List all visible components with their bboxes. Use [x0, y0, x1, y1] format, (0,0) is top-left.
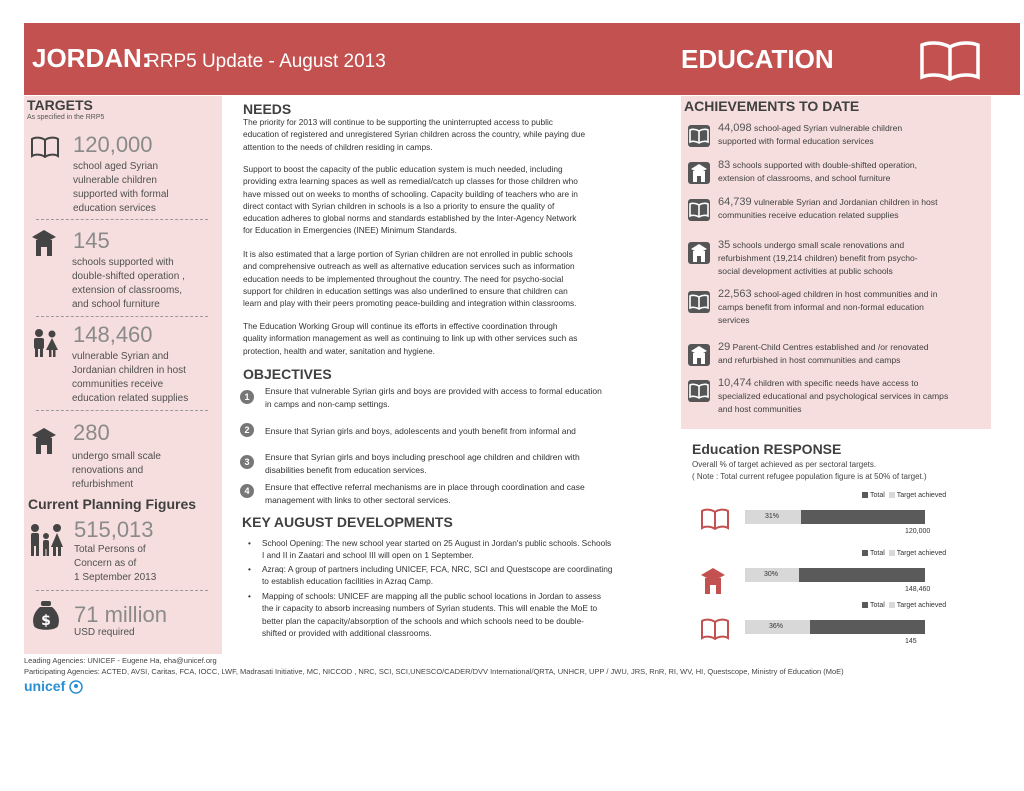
- family-icon: [28, 523, 64, 557]
- bar-total-label: 120,000: [905, 528, 931, 535]
- achievement-item: 29 Parent-Child Centres established and /or renovated and refurbished in host communities and camps: [718, 341, 929, 365]
- achievements-title: ACHIEVEMENTS TO DATE: [684, 98, 860, 114]
- objective-number: 3: [240, 455, 254, 469]
- planning-value: 515,013: [74, 517, 154, 542]
- bar-percent-label: 36%: [769, 623, 784, 630]
- needs-title: NEEDS: [243, 101, 292, 117]
- children-icon: [31, 328, 59, 358]
- money-bag-icon: [32, 600, 60, 632]
- bar-total-label: 145: [905, 638, 917, 645]
- objective-text: Ensure that Syrian girls and boys including preschool age children and children with disabilities benefit from education services.: [265, 452, 580, 475]
- achievement-number: 35: [718, 239, 731, 251]
- target-description: school aged Syrian vulnerable children supported with formal education services: [73, 161, 169, 214]
- achievement-item: 83 schools supported with double-shifted operation, extension of classrooms, and school furniture: [718, 159, 918, 183]
- objective-number: 2: [240, 423, 254, 437]
- response-subtitle: Overall % of target achieved as per sectoral targets.: [692, 460, 877, 469]
- divider: [36, 316, 208, 317]
- unicef-logo: unicef: [24, 678, 83, 694]
- achievement-number: 22,563: [718, 288, 752, 300]
- target-description: schools supported with double-shifted operation , extension of classrooms, and school furniture: [72, 257, 185, 310]
- legend-total: Total: [870, 550, 885, 557]
- development-item: • Azraq: A group of partners including UNICEF, FCA, NRC, SCI and Questscope are coordinating to establish education facilities in Azraq Camp.: [248, 564, 613, 587]
- school-icon: [31, 426, 57, 456]
- school-icon: [688, 344, 710, 366]
- target-description: vulnerable Syrian and Jordanian children in host communities receive education related supplies: [72, 351, 189, 404]
- header-sector: EDUCATION: [681, 44, 834, 74]
- book-icon: [688, 199, 710, 221]
- achievement-item: 22,563 school-aged children in host communities and in camps benefit from informal and non-formal education services: [718, 288, 938, 325]
- book-icon: [700, 508, 730, 535]
- objective-text: Ensure that Syrian girls and boys, adolescents and youth benefit from informal and: [265, 426, 576, 436]
- legend-achieved: Target achieved: [896, 602, 947, 609]
- school-icon: [688, 242, 710, 264]
- participating-agencies: Participating Agencies: ACTED, AVSI, Caritas, FCA, IOCC, LWF, Madrasati Initiative, MC, NICCOD , NRC, SCI, SCI,UNESCO/CADER/DVV International/QRTA, UNHCR, UPP / JWU, JRS, RnR, RI, WV, HI, Questscope, Ministry of Education (MoE): [24, 667, 844, 676]
- planning-description: Total Persons of Concern as of 1 September 2013: [74, 544, 157, 583]
- planning-value: 71 million: [74, 602, 167, 627]
- legend-achieved: Target achieved: [896, 492, 947, 499]
- header-country: JORDAN:: [32, 43, 151, 73]
- header-banner: [24, 23, 1020, 95]
- chart-legend: [862, 492, 946, 499]
- divider: [36, 410, 208, 411]
- legend-total: Total: [870, 602, 885, 609]
- needs-text: The priority for 2013 will continue to be supporting the uninterrupted access to public education of registered and unregistered Syrian children across the country, while paying due attention to the needs of children residing in camps.: [243, 117, 586, 152]
- school-icon: [700, 566, 726, 601]
- response-note: ( Note : Total current refugee population figure is at 50% of target.): [692, 472, 927, 481]
- target-value: 148,460: [73, 322, 153, 347]
- planning-title: Current Planning Figures: [28, 496, 197, 512]
- unicef-emblem-icon: [69, 680, 83, 694]
- response-chart: [690, 486, 990, 646]
- divider: [36, 590, 208, 591]
- achievement-number: 29: [718, 341, 731, 353]
- book-icon: [688, 380, 710, 402]
- development-item: • Mapping of schools: UNICEF are mapping all the public school locations in Jordan to assess the ir capacity to absorb increasing numbers of Syrian students. This will enable the MoE to better plan the capacity/absorption of the schools and which schools need to be double- shifted or provided with additional classrooms.: [248, 591, 601, 638]
- achievement-number: 83: [718, 159, 731, 171]
- achievement-number: 10,474: [718, 377, 752, 389]
- legend-total: Total: [870, 492, 885, 499]
- svg-text:$: $: [41, 613, 51, 629]
- needs-text: The Education Working Group will continue its efforts in effective coordination through quality information management as well as continuing to link up with other services such as protection, health and water, sanitation and hygiene.: [243, 321, 578, 356]
- book-icon: [688, 291, 710, 313]
- bar-percent-label: 31%: [765, 513, 780, 520]
- legend-achieved: Target achieved: [896, 550, 947, 557]
- objective-text: Ensure that vulnerable Syrian girls and boys are provided with access to formal education in camps and non-camp settings.: [265, 386, 602, 409]
- divider: [36, 219, 208, 220]
- target-value: 145: [73, 228, 110, 253]
- book-icon: [919, 39, 981, 81]
- book-icon: [700, 618, 730, 645]
- development-item: • School Opening: The new school year started on 25 August in Jordan's public schools. Schools I and II in Zaatari and school III will open on 1 September.: [248, 538, 612, 561]
- chart-legend: [862, 550, 946, 557]
- achievement-item: 44,098 school-aged Syrian vulnerable children supported with formal education services: [718, 122, 903, 146]
- objective-text: Ensure that effective referral mechanisms are in place through coordination and case management with links to other sectoral services.: [265, 482, 585, 505]
- bar-total-label: 148,460: [905, 586, 931, 593]
- targets-subtitle: As specified in the RRP5: [27, 114, 105, 121]
- achievement-number: 44,098: [718, 122, 752, 134]
- chart-legend: [862, 602, 946, 609]
- objectives-title: OBJECTIVES: [243, 366, 332, 382]
- achievement-item: 64,739 vulnerable Syrian and Jordanian children in host communities receive education related supplies: [718, 196, 938, 220]
- developments-title: KEY AUGUST DEVELOPMENTS: [242, 514, 453, 530]
- school-icon: [31, 228, 57, 258]
- target-value: 120,000: [73, 132, 153, 157]
- achievement-item: 10,474 children with specific needs have access to specialized educational and psychological services in camps and host communities: [718, 377, 949, 414]
- objective-number: 4: [240, 484, 254, 498]
- achievement-item: 35 schools undergo small scale renovations and refurbishment (19,214 children) benefit from psycho- social development activities at public schools: [718, 239, 918, 276]
- book-icon: [688, 125, 710, 147]
- leading-agencies: Leading Agencies: UNICEF - Eugene Ha, eha@unicef.org: [24, 656, 217, 665]
- achievement-number: 64,739: [718, 196, 752, 208]
- targets-title: TARGETS: [27, 97, 93, 113]
- school-icon: [688, 162, 710, 184]
- planning-description: USD required: [74, 627, 135, 638]
- book-icon: [30, 136, 60, 158]
- header-subtitle: RRP5 Update - August 2013: [146, 51, 386, 72]
- target-value: 280: [73, 420, 110, 445]
- objective-number: 1: [240, 390, 254, 404]
- needs-text: It is also estimated that a large portion of Syrian children are not enrolled in public schools and comprehensive outreach as well as alternative education services such as information education needs to be implemented throughout the country. The need for psycho-social support for children in education settings was also underlined to ensure that children can learn and play with their peers promoting peace-building and integration within classrooms.: [243, 249, 577, 309]
- needs-text: Support to boost the capacity of the public education system is much needed, including providing extra learning spaces as well as remedial/catch up classes for those children who have missed out on weeks to months of schooling. Capacity building of teachers who are in direct contact with Syrian children in schools is a lso a priority to ensure the quality of education adheres to global norms and standards established by the Inter-Agency Network for Education in Emergencies (INEE) Minimum Standards.: [243, 164, 578, 236]
- target-description: undergo small scale renovations and refurbishment: [72, 451, 161, 490]
- bar-percent-label: 30%: [764, 571, 779, 578]
- response-title: Education RESPONSE: [692, 441, 842, 457]
